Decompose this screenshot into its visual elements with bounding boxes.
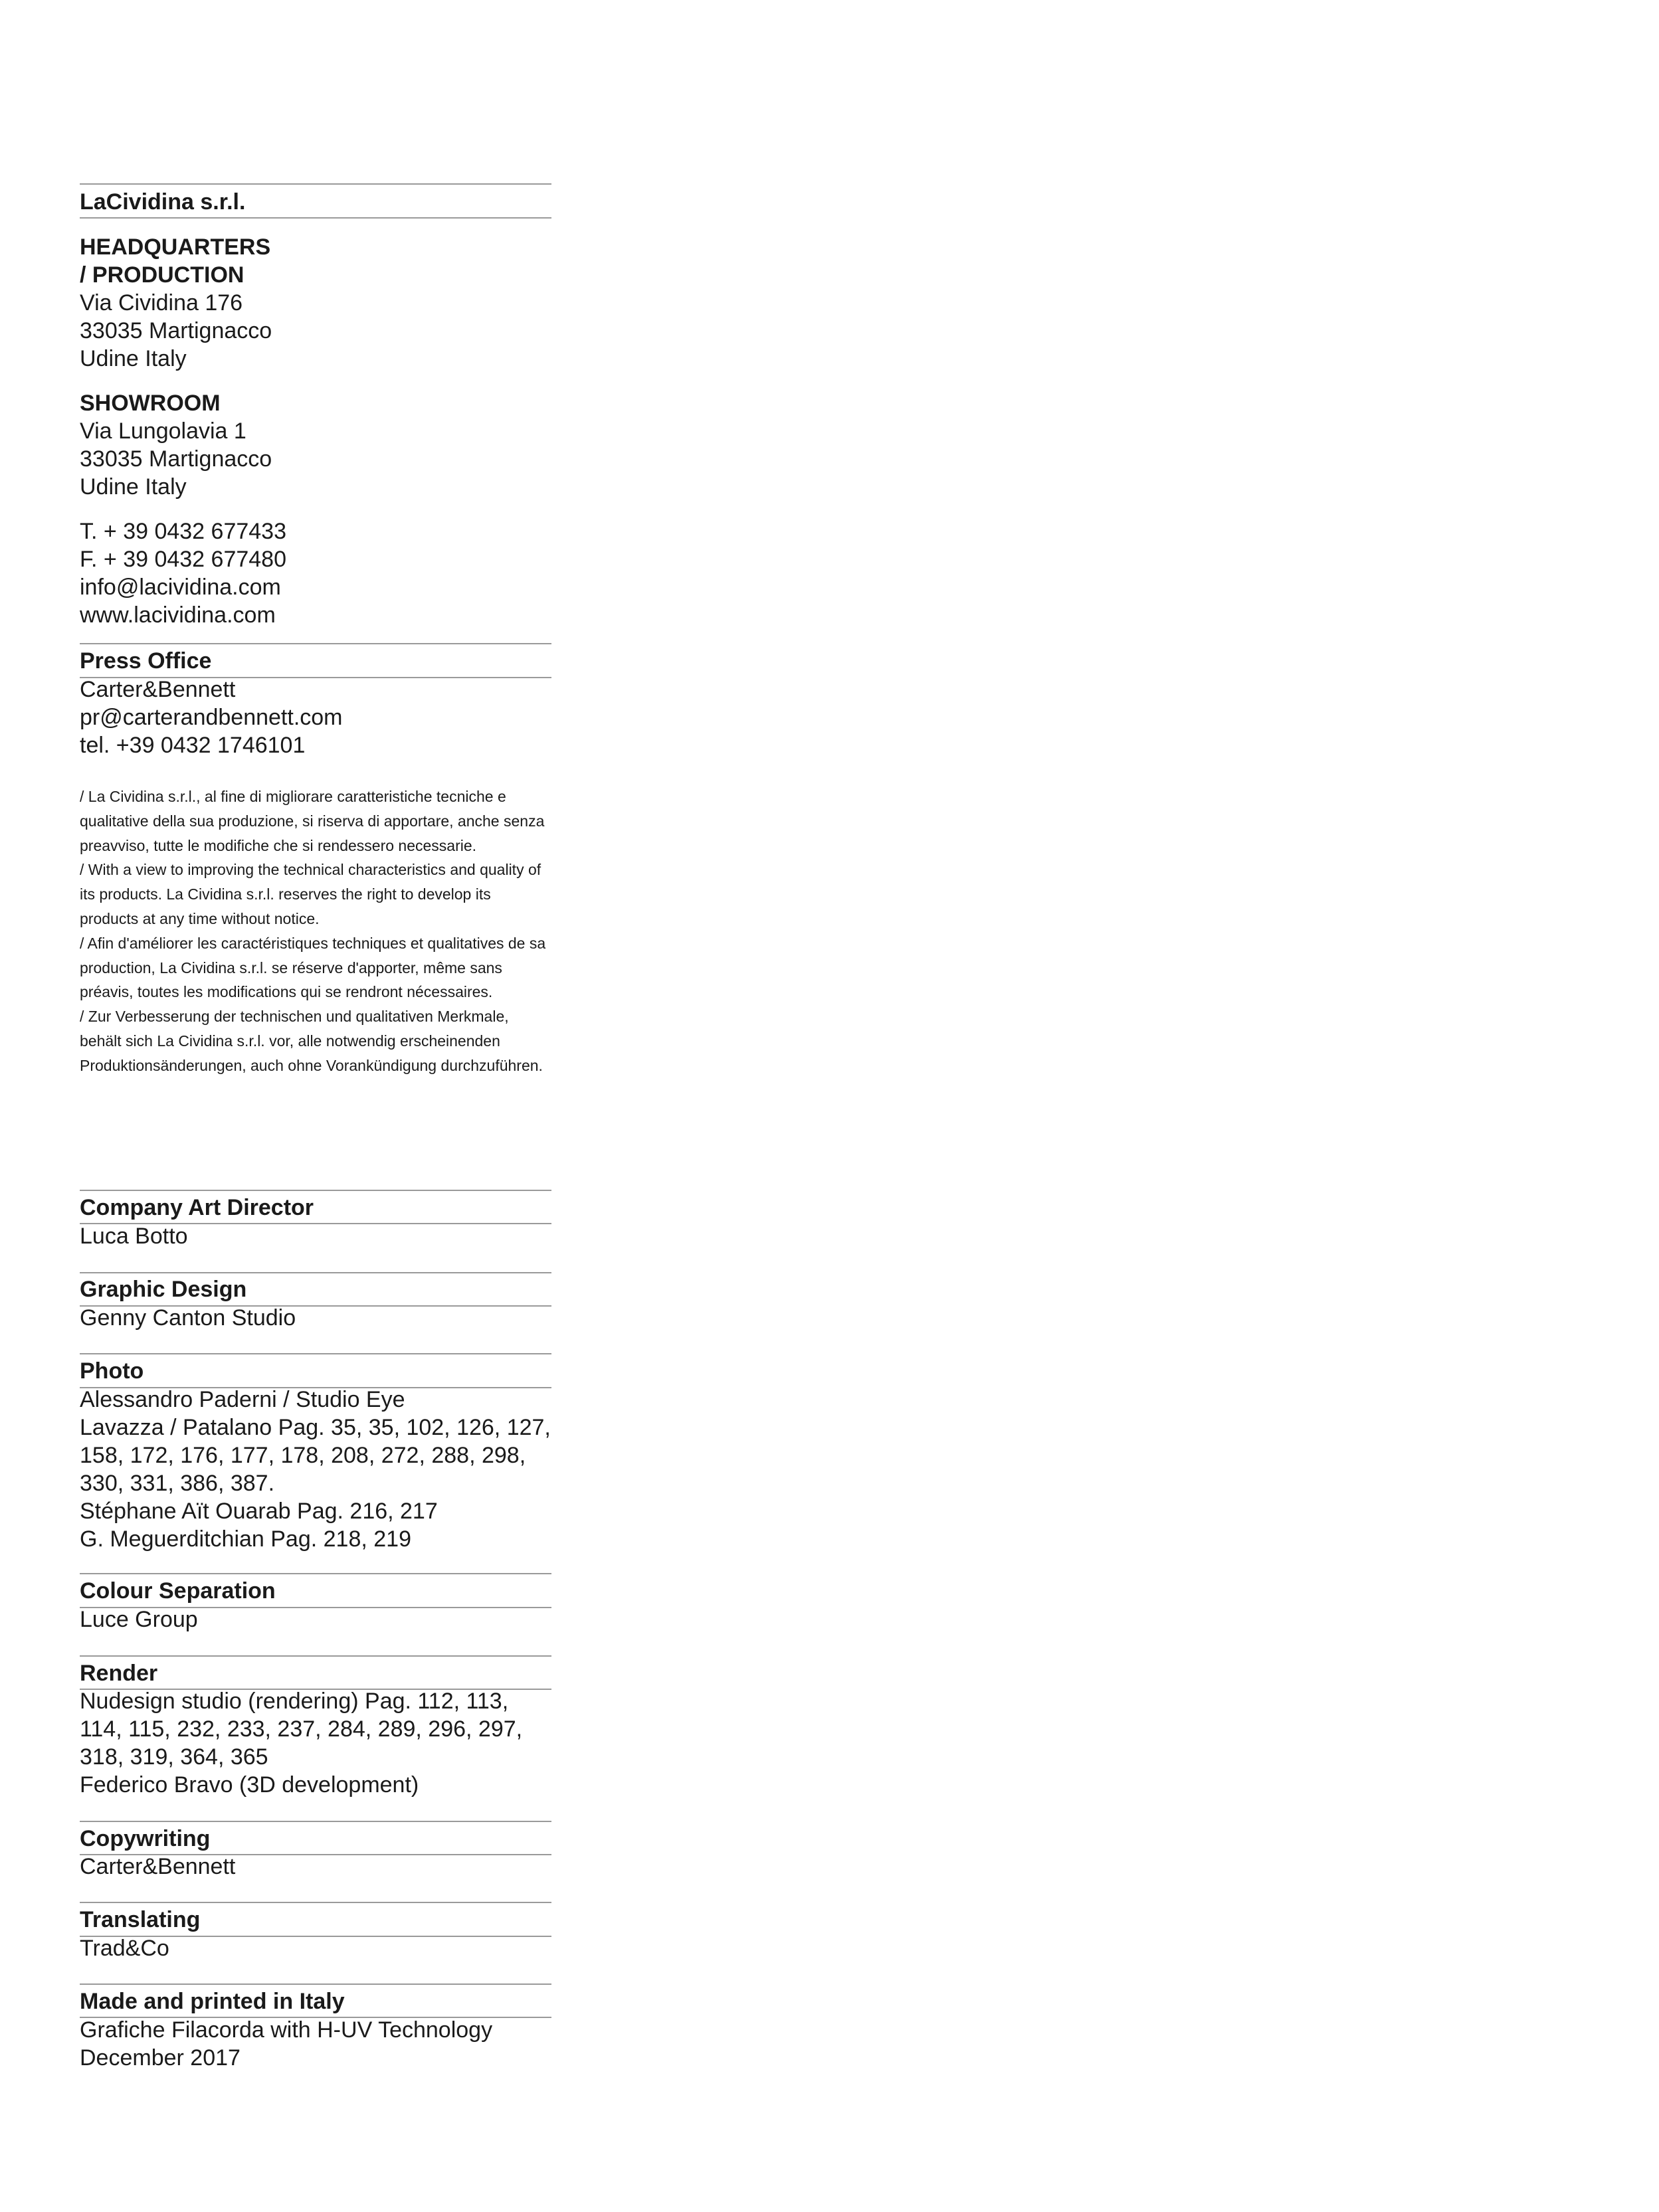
credit-title: Colour Separation [80,1578,276,1604]
disclaimer [80,784,553,1078]
divider [80,1353,551,1354]
divider [80,643,551,644]
website-url[interactable]: www.lacividina.com [80,602,276,628]
credit-line: Lavazza / Patalano Pag. 35, 35, 102, 126, 127, [80,1415,551,1440]
phone-number: T. + 39 0432 677433 [80,519,286,544]
headquarters-address-line: 33035 Martignacco [80,318,272,343]
credit-line: 158, 172, 176, 177, 178, 208, 272, 288, 298, [80,1443,526,1468]
company-name: LaCividina s.r.l. [80,189,246,215]
press-office-email[interactable]: pr@carterandbennett.com [80,705,343,730]
credit-line: 114, 115, 232, 233, 237, 284, 289, 296, 297, [80,1716,523,1742]
credit-line: Luca Botto [80,1224,188,1249]
showroom-address-line: Udine Italy [80,474,187,500]
credit-title: Company Art Director [80,1195,314,1220]
press-office-line: Carter&Bennett [80,677,236,702]
divider [80,183,551,185]
email-address[interactable]: info@lacividina.com [80,575,281,600]
credit-line: Genny Canton Studio [80,1305,296,1331]
credit-line: Federico Bravo (3D development) [80,1772,419,1797]
divider [80,1902,551,1903]
showroom-address-line: 33035 Martignacco [80,446,272,472]
credit-line: Carter&Bennett [80,1854,236,1879]
divider [80,1190,551,1191]
divider [80,1573,551,1574]
credit-line: Luce Group [80,1607,198,1632]
credit-title: Made and printed in Italy [80,1989,345,2014]
fax-number: F. + 39 0432 677480 [80,547,286,572]
credit-title: Graphic Design [80,1277,247,1302]
divider [80,1821,551,1822]
disclaimer-english: / With a view to improving the technical characteristics and quality of its products. La Cividina s.r.l. reserves the right to develop its products at any time without notice. [80,861,541,927]
credit-line: Trad&Co [80,1936,169,1961]
press-office-title: Press Office [80,648,212,674]
divider [80,1655,551,1657]
credit-line: 330, 331, 386, 387. [80,1471,275,1496]
credit-line: December 2017 [80,2045,241,2071]
credit-title: Photo [80,1358,144,1384]
credit-line: Grafiche Filacorda with H-UV Technology [80,2017,493,2043]
press-office-phone: tel. +39 0432 1746101 [80,733,306,758]
disclaimer-italian: / La Cividina s.r.l., al fine di migliorare caratteristiche tecniche e qualitative della sua produzione, si riserva di apportare, anche senza preavviso, tutte le modifiche che si rendessero necessarie. [80,788,545,854]
headquarters-title: / PRODUCTION [80,262,244,288]
disclaimer-french: / Afin d'améliorer les caractéristiques techniques et qualitatives de sa production, La Cividina s.r.l. se réserve d'apporter, même sans préavis, toutes les modifications qui se rendront nécessaires. [80,934,546,1001]
credit-title: Translating [80,1907,201,1932]
credit-line: Nudesign studio (rendering) Pag. 112, 113, [80,1689,509,1714]
credit-line: 318, 319, 364, 365 [80,1744,268,1770]
headquarters-title: HEADQUARTERS [80,234,271,260]
credit-line: Alessandro Paderni / Studio Eye [80,1387,405,1412]
showroom-title: SHOWROOM [80,391,221,416]
showroom-address-line: Via Lungolavia 1 [80,418,246,444]
divider [80,217,551,219]
disclaimer-german: / Zur Verbesserung der technischen und qualitativen Merkmale, behält sich La Cividina s.r.l. vor, alle notwendig erscheinenden Produktionsänderungen, auch ohne Vorankündigung durchzuführen. [80,1008,543,1074]
divider [80,1272,551,1273]
headquarters-address-line: Udine Italy [80,346,187,371]
credit-line: Stéphane Aït Ouarab Pag. 216, 217 [80,1499,438,1524]
credit-title: Render [80,1661,158,1686]
credit-line: G. Meguerditchian Pag. 218, 219 [80,1526,411,1552]
divider [80,1983,551,1985]
credit-title: Copywriting [80,1826,211,1851]
headquarters-address-line: Via Cividina 176 [80,290,243,316]
